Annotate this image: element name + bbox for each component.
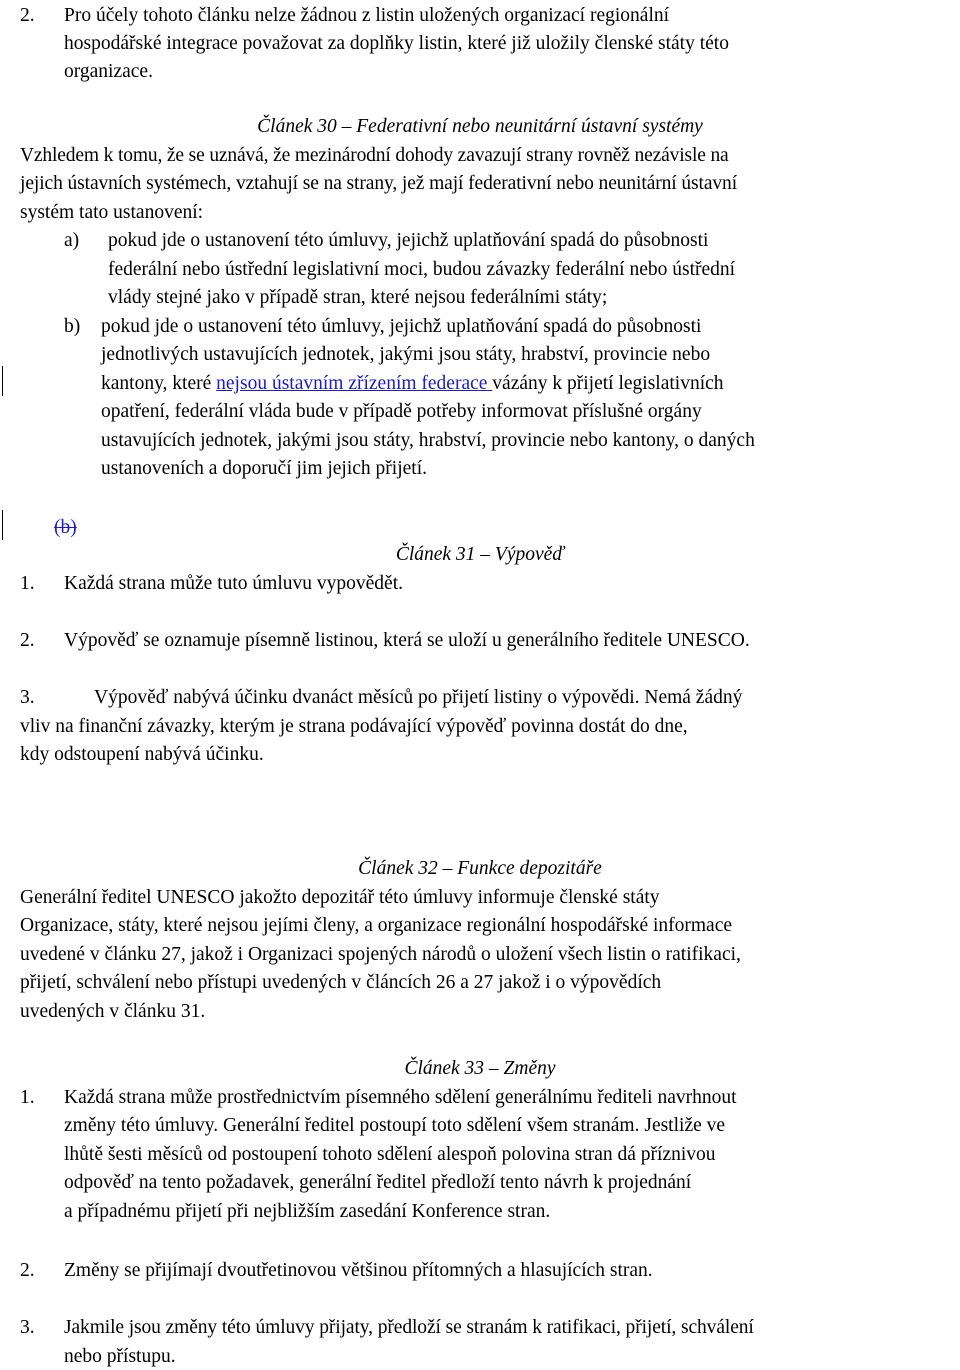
paragraph-line: hospodářské integrace považovat za doplňky listin, které již uložily členské státy této [64, 33, 729, 54]
paragraph-line: lhůtě šesti měsíců od postoupení tohoto sdělení alespoň polovina stran dá příznivou [64, 1144, 716, 1165]
paragraph-line: nebo přístupu. [64, 1346, 176, 1367]
paragraph-line: jejich ústavních systémech, vztahují se na strany, jež mají federativní nebo neunitární ústavní [20, 173, 738, 194]
change-bar [2, 510, 3, 540]
list-number: 2. [20, 5, 35, 26]
paragraph-line: odpověď na tento požadavek, generální ředitel předloží tento návrh k projednání [64, 1172, 692, 1193]
paragraph-line: změny této úmluvy. Generální ředitel postoupí toto sdělení všem stranám. Jestliže ve [64, 1115, 726, 1136]
list-number: 2. [20, 1260, 35, 1281]
paragraph-line-with-link [101, 372, 724, 396]
paragraph-line: pokud jde o ustanovení této úmluvy, jejichž uplatňování spadá do působnosti [108, 230, 709, 251]
paragraph-line: organizace. [64, 61, 153, 82]
tracked-insertion-link[interactable]: nejsou ústavním zřízením federace [216, 373, 493, 394]
change-bar [2, 366, 3, 396]
paragraph-line: Organizace, státy, které nejsou jejími členy, a organizace regionální hospodářské informace [20, 915, 733, 936]
paragraph-line: Výpověď nabývá účinku dvanáct měsíců po přijetí listiny o výpovědi. Nemá žádný [94, 687, 743, 708]
paragraph-line: federální nebo ústřední legislativní moci, budou závazky federální nebo ústřední [108, 259, 736, 280]
article-heading: Článek 32 – Funkce depozitáře [358, 858, 602, 879]
list-number: 3. [20, 687, 35, 708]
article-heading: Článek 31 – Výpověď [395, 544, 565, 565]
text-segment: kantony, které [101, 373, 217, 394]
paragraph-line: uvedených v článku 31. [20, 1001, 206, 1022]
paragraph-line: kdy odstoupení nabývá účinku. [20, 744, 264, 765]
paragraph-line: Generální ředitel UNESCO jakožto depozitář této úmluvy informuje členské státy [20, 887, 660, 908]
list-number: 3. [20, 1317, 35, 1338]
paragraph-line: Změny se přijímají dvoutřetinovou většinou přítomných a hlasujících stran. [64, 1260, 653, 1281]
paragraph-line: jednotlivých ustavujících jednotek, jakými jsou státy, hrabství, provincie nebo [101, 344, 711, 365]
paragraph-line: vlády stejné jako v případě stran, které nejsou federálními státy; [108, 287, 608, 308]
paragraph-line: pokud jde o ustanovení této úmluvy, jejichž uplatňování spadá do působnosti [101, 316, 702, 337]
list-number: 2. [20, 630, 35, 651]
paragraph-line: a případnému přijetí při nejbližším zasedání Konference stran. [64, 1201, 551, 1222]
paragraph-line: ustanoveních a doporučí jim jejich přijetí. [101, 458, 427, 479]
paragraph-line: vliv na finanční závazky, kterým je strana podávající výpověď povinna dostát do dne, [20, 716, 688, 737]
list-number: 1. [20, 573, 35, 594]
list-label: a) [64, 230, 80, 251]
paragraph-line: Jakmile jsou změny této úmluvy přijaty, předloží se stranám k ratifikaci, přijetí, schválení [64, 1317, 754, 1338]
paragraph-line: opatření, federální vláda bude v případě potřeby informovat příslušné orgány [101, 401, 702, 422]
article-heading: Článek 30 – Federativní nebo neunitární ústavní systémy [257, 116, 703, 137]
deleted-text: (b) [54, 517, 77, 538]
article-heading: Článek 33 – Změny [404, 1058, 556, 1079]
list-label: b) [64, 316, 81, 337]
list-number: 1. [20, 1087, 35, 1108]
paragraph-line: Každá strana může prostřednictvím písemného sdělení generálnímu řediteli navrhnout [64, 1087, 737, 1108]
paragraph-line: uvedené v článku 27, jakož i Organizaci spojených národů o uložení všech listin o ratifikaci, [20, 944, 741, 965]
paragraph-line: Vzhledem k tomu, že se uznává, že mezinárodní dohody zavazují strany rovněž nezávisle na [20, 145, 729, 166]
paragraph-line: Pro účely tohoto článku nelze žádnou z listin uložených organizací regionální [64, 5, 670, 26]
paragraph-line: Každá strana může tuto úmluvu vypovědět. [64, 573, 403, 594]
paragraph-line: Výpověď se oznamuje písemně listinou, která se uloží u generálního ředitele UNESCO. [64, 630, 750, 651]
paragraph-line: přijetí, schválení nebo přístupi uvedených v článcích 26 a 27 jakož i o výpovědích [20, 972, 662, 993]
paragraph-line: systém tato ustanovení: [20, 202, 204, 223]
text-segment: vázány k přijetí legislativních [492, 373, 724, 394]
paragraph-line: ustavujících jednotek, jakými jsou státy, hrabství, provincie nebo kantony, o daných [101, 430, 755, 451]
